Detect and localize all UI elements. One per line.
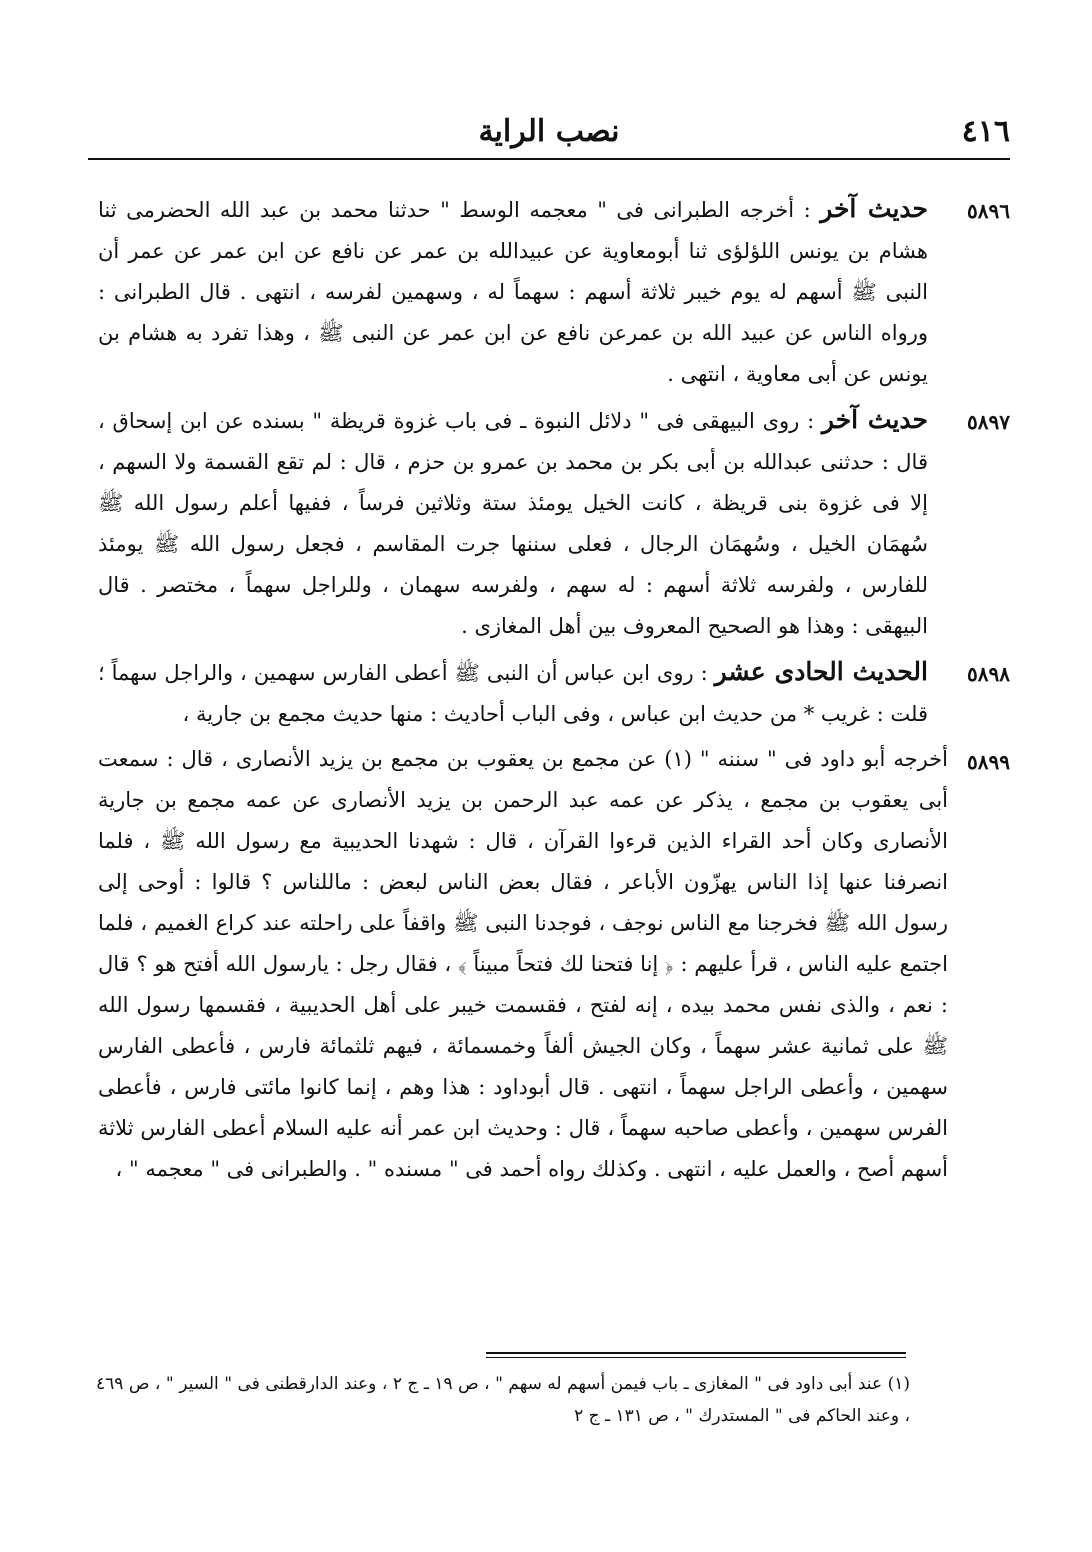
entry-number: ٥٨٩٦ <box>967 199 1010 223</box>
entry-text <box>98 188 928 395</box>
hadith-entry-5899 <box>98 739 1010 1190</box>
header-divider <box>88 158 1010 160</box>
entry-text <box>98 739 948 1190</box>
entry-body: : روى البيهقى فى " دلائل النبوة ـ فى باب غزوة قريظة " بسنده عن ابن إسحاق ، قال : حدثنى عبدالله بن أبى بكر بن محمد بن عمرو بن حزم ، قال : لم تقع القسمة ولا السهم ، إلا فى غزوة بنى قريظة ، كانت الخيل يومئذ ستة وثلاثين فرساً ، ففيها أعلم رسول الله ﷺ سُهمَان الخيل ، وسُهمَان الرجال ، فعلى سننها جرت المقاسم ، فجعل رسول الله ﷺ يومئذ للفارس ، ولفرسه ثلاثة أسهم : له سهم ، ولفرسه سهمان ، وللراجل سهماً ، مختصر . قال البيهقى : وهذا هو الصحيح المعروف بين أهل المغازى . <box>98 409 928 638</box>
entry-number: ٥٨٩٨ <box>967 662 1010 686</box>
entry-body: : أخرجه الطبرانى فى " معجمه الوسط " حدثنا محمد بن عبد الله الحضرمى ثنا هشام بن يونس اللؤلؤى ثنا أبومعاوية عن عبيدالله بن عمر عن نافع عن ابن عمر عن عمر أن النبى ﷺ أسهم له يوم خيبر ثلاثة أسهم : سهماً له ، وسهمين لفرسه ، انتهى . قال الطبرانى : ورواه الناس عن عبيد الله بن عمرعن نافع عن ابن عمر عن النبى ﷺ ، وهذا تفرد به هشام بن يونس عن أبى معاوية ، انتهى . <box>98 198 928 386</box>
entry-number: ٥٨٩٧ <box>967 410 1010 434</box>
entry-body: : روى ابن عباس أن النبى ﷺ أعطى الفارس سهمين ، والراجل سهماً ؛ قلت : غريب * من حديث ابن عباس ، وفى الباب أحاديث : منها حديث مجمع بن جارية ، <box>98 661 928 726</box>
hadith-entry-5898 <box>98 651 1010 735</box>
hadith-entry-5897 <box>98 399 1010 647</box>
entry-lead: حديث آخر <box>820 194 928 223</box>
footnote-divider-thin <box>486 1357 906 1358</box>
entry-body: أخرجه أبو داود فى " سننه " (١) عن مجمع بن يعقوب بن مجمع بن يزيد الأنصارى ، قال : سمعت أبى يعقوب بن مجمع ، يذكر عن عمه عبد الرحمن بن يزيد الأنصارى عن عمه مجمع بن جارية الأنصارى وكان أحد القراء الذين قرءوا القرآن ، قال : شهدنا الحديبية مع رسول الله ﷺ ، فلما انصرفنا عنها إذا الناس يهزّون الأباعر ، فقال بعض الناس لبعض : ماللناس ؟ قالوا : أوحى إلى رسول الله ﷺ فخرجنا مع الناس نوجف ، فوجدنا النبى ﷺ واقفاً على راحلته عند كراع الغميم ، فلما اجتمع عليه الناس ، قرأ عليهم : ﴿ إنا فتحنا لك فتحاً مبيناً ﴾ ، فقال رجل : يارسول الله أفتح هو ؟ قال : نعم ، والذى نفس محمد بيده ، إنه لفتح ، فقسمت خيبر على أهل الحديبية ، فقسمها رسول الله ﷺ على ثمانية عشر سهماً ، وكان الجيش ألفاً وخمسمائة ، فيهم ثلثمائة فارس ، فأعطى الفارس سهمين ، وأعطى الراجل سهماً ، انتهى . قال أبوداود : هذا وهم ، إنما كانوا مائتى فارس ، فأعطى الفرس سهمين ، وأعطى صاحبه سهماً ، قال : وحديث ابن عمر أنه عليه السلام أعطى الفارس ثلاثة أسهم أصح ، والعمل عليه ، انتهى . وكذلك رواه أحمد فى " مسنده " . والطبرانى فى " معجمه " ، <box>98 747 948 1181</box>
footnote: (١) عند أبى داود فى " المغازى ـ باب فيمن أسهم له سهم " ، ص ١٩ ـ ج ٢ ، وعند الدارقطنى فى " السير " ، ص ٤٦٩ ، وعند الحاكم فى " المستدرك " ، ص ١٣١ ـ ج ٢ <box>96 1374 910 1426</box>
entry-lead: حديث آخر <box>821 405 928 434</box>
hadith-entry-5896 <box>98 188 1010 395</box>
entry-lead: الحديث الحادى عشر <box>714 657 928 686</box>
entry-text <box>98 399 928 647</box>
entry-text <box>98 651 928 735</box>
page-header <box>88 100 1010 158</box>
page-body <box>98 188 1010 1194</box>
entry-number: ٥٨٩٩ <box>967 750 1010 774</box>
page-number: ٤١٦ <box>961 114 1010 149</box>
running-title: نصب الراية <box>478 114 620 149</box>
footnote-divider <box>486 1352 906 1354</box>
